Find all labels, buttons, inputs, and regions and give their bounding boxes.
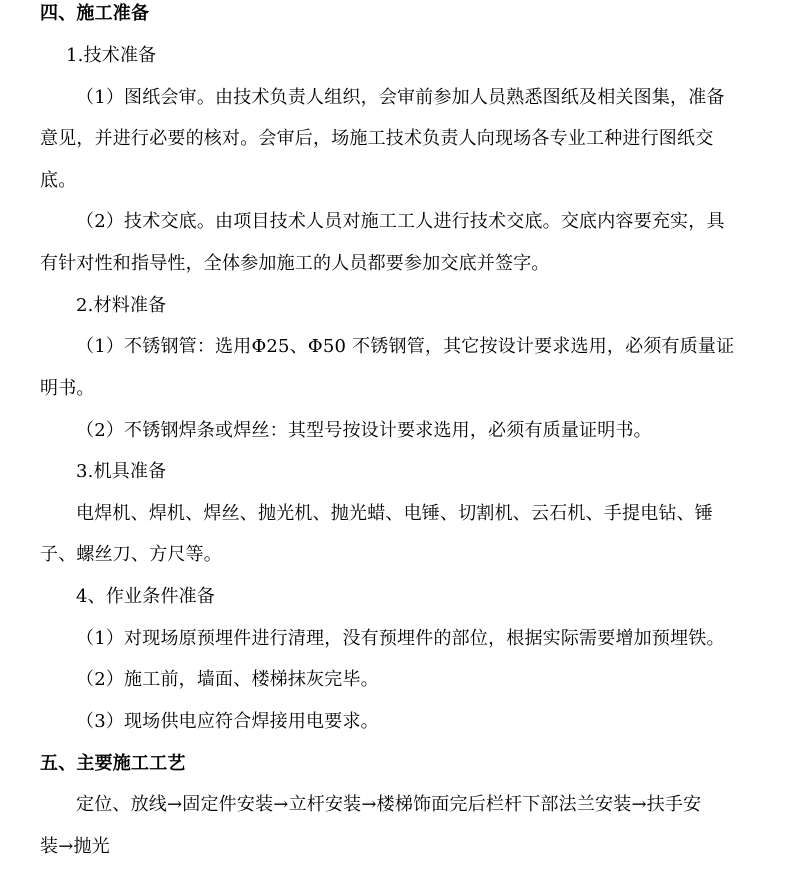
paragraph-line: （2）技术交底。由项目技术人员对施工工人进行技术交底。交底内容要充实，具 (76, 211, 725, 232)
paragraph-line: 意见，并进行必要的核对。会审后，场施工技术负责人向现场各专业工种进行图纸交 (40, 128, 714, 149)
subsection-2-heading: 2.材料准备 (76, 295, 167, 316)
paragraph-line: （2）不锈钢焊条或焊丝：其型号按设计要求选用，必须有质量证明书。 (76, 420, 652, 441)
subsection-1-heading: 1.技术准备 (66, 45, 157, 66)
paragraph-line: 子、螺丝刀、方尺等。 (40, 544, 222, 565)
paragraph-line: 底。 (40, 170, 77, 191)
paragraph-line: （3）现场供电应符合焊接用电要求。 (76, 711, 379, 732)
subsection-3-heading: 3.机具准备 (76, 461, 167, 482)
paragraph-line: 明书。 (40, 378, 95, 399)
section-4-heading: 四、施工准备 (40, 3, 150, 24)
paragraph-line: 电焊机、焊机、焊丝、抛光机、抛光蜡、电锤、切割机、云石机、手提电钻、锤 (76, 503, 713, 524)
paragraph-line: 装→抛光 (40, 836, 110, 857)
paragraph-line: （1）图纸会审。由技术负责人组织，会审前参加人员熟悉图纸及相关图集，准备 (76, 87, 725, 108)
paragraph-line: （2）施工前，墙面、楼梯抹灰完毕。 (76, 669, 379, 690)
paragraph-line: 定位、放线→固定件安装→立杆安装→楼梯饰面完后栏杆下部法兰安装→扶手安 (76, 794, 702, 815)
paragraph-line: 有针对性和指导性，全体参加施工的人员都要参加交底并签字。 (40, 253, 550, 274)
paragraph-line: （1）不锈钢管：选用Φ25、Φ50 不锈钢管，其它按设计要求选用，必须有质量证 (76, 336, 735, 357)
subsection-4-heading: 4、作业条件准备 (76, 586, 216, 607)
paragraph-line: （1）对现场原预埋件进行清理，没有预埋件的部位，根据实际需要增加预埋铁。 (76, 628, 725, 649)
section-5-heading: 五、主要施工工艺 (40, 753, 186, 774)
